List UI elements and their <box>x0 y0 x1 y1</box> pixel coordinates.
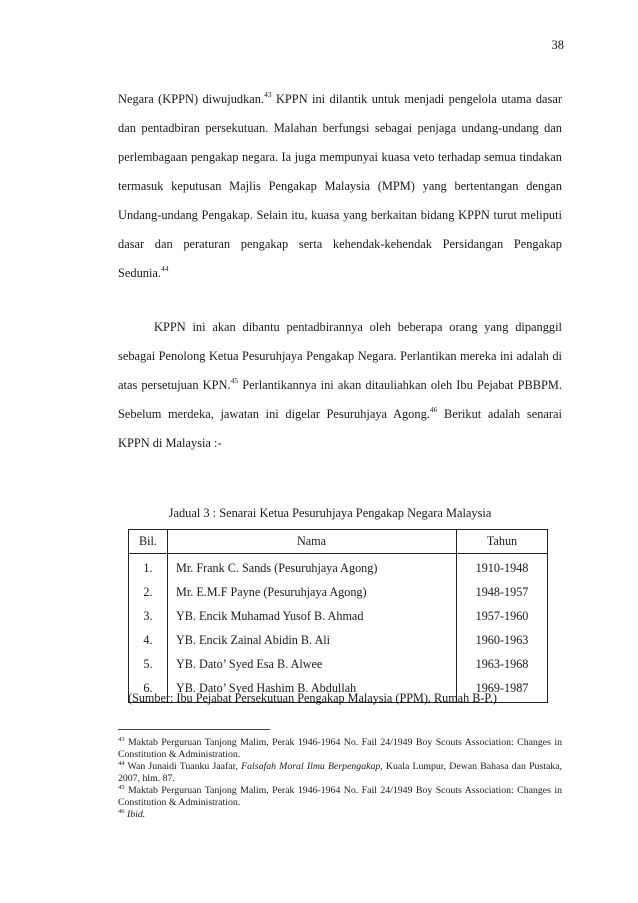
footnote-number: 43 <box>118 736 125 743</box>
cell-bil: 6. <box>129 676 168 703</box>
table-source: (Sumber: Ibu Pejabat Persekutuan Pengakap Malaysia (PPM), Rumah B-P.) <box>128 691 497 705</box>
footnote-ref: 44 <box>161 264 169 273</box>
cell-tahun: 1963-1968 <box>457 652 548 676</box>
footnote <box>118 785 562 809</box>
cell-tahun: 1960-1963 <box>457 628 548 652</box>
table-body <box>129 554 548 703</box>
paragraph <box>118 313 562 458</box>
table-row <box>129 580 548 604</box>
cell-nama: Mr. Frank C. Sands (Pesuruhjaya Agong) <box>168 554 457 581</box>
paragraph <box>118 85 562 288</box>
cell-bil: 4. <box>129 628 168 652</box>
cell-nama: YB. Encik Zainal Abidin B. Ali <box>168 628 457 652</box>
kppn-table <box>128 529 548 703</box>
table-header-row <box>129 530 548 554</box>
header-tahun: Tahun <box>457 530 548 554</box>
footnote-ref: 43 <box>264 90 272 99</box>
cell-nama: YB. Encik Muhamad Yusof B. Ahmad <box>168 604 457 628</box>
cell-nama: YB. Dato’ Syed Esa B. Alwee <box>168 652 457 676</box>
text-run: KPPN ini dilantik untuk menjadi pengelola utama dasar dan pentadbiran persekutuan. Malahan berfungsi sebagai penjaga undang-undang dan perlembagaan pengakap negara. Ia juga mempunyai kuasa veto terhadap semua tindakan termasuk keputusan Majlis Pengakap Malaysia (MPM) yang bertentangan dengan Undang-undang Pengakap. Selain itu, kuasa yang berkaitan bidang KPPN turut meliputi dasar dan peraturan pengakap serta kehendak-kehendak Persidangan Pengakap Sedunia. <box>118 92 562 280</box>
cell-bil: 1. <box>129 554 168 581</box>
text-run: Perlantikannya ini akan ditauliahkan oleh Ibu Pejabat PBBPM. Sebelum merdeka, jawatan ini digelar Pesuruhjaya Agong. <box>118 378 562 421</box>
text-run: KPPN ini akan dibantu pentadbirannya oleh beberapa orang yang dipanggil sebagai Penolong Ketua Pesuruhjaya Pengakap Negara. Perlantikan mereka ini adalah di atas persetujuan KPN. <box>118 320 562 392</box>
footnote-ref: 46 <box>429 405 438 414</box>
italic-text: Falsafah Moral Ilmu Berpengakap <box>241 761 381 772</box>
cell-nama: Mr. E.M.F Payne (Pesuruhjaya Agong) <box>168 580 457 604</box>
footnote-number: 45 <box>118 784 125 791</box>
footnote <box>118 737 562 761</box>
text-run: Maktab Perguruan Tanjong Malim, Perak 1946-1964 No. Fail 24/1949 Boy Scouts Association: Changes in Constitution & Administration. <box>118 785 562 808</box>
footnote-number: 46 <box>118 808 125 815</box>
cell-tahun: 1969-1987 <box>457 676 548 703</box>
header-nama: Nama <box>168 530 457 554</box>
text-run: Negara (KPPN) diwujudkan. <box>118 92 265 106</box>
text-run: Berikut adalah senarai KPPN di Malaysia :- <box>118 407 562 450</box>
footnotes <box>118 737 562 821</box>
cell-bil: 3. <box>129 604 168 628</box>
footnote-ref: 45 <box>230 376 239 385</box>
cell-bil: 5. <box>129 652 168 676</box>
table-row <box>129 628 548 652</box>
table-row <box>129 554 548 581</box>
italic-text: Ibid. <box>126 809 146 820</box>
cell-tahun: 1948-1957 <box>457 580 548 604</box>
footnote-number: 44 <box>118 760 125 767</box>
cell-nama: YB. Dato’ Syed Hashim B. Abdullah <box>168 676 457 703</box>
footnote <box>118 761 562 785</box>
page-number: 38 <box>551 38 564 52</box>
text-run: Maktab Perguruan Tanjong Malim, Perak 1946-1964 No. Fail 24/1949 Boy Scouts Association: Changes in Constitution & Administration. <box>118 737 562 760</box>
cell-tahun: 1957-1960 <box>457 604 548 628</box>
text-run: , Kuala Lumpur, Dewan Bahasa dan Pustaka, 2007, hlm. 87. <box>118 761 562 784</box>
footnote-divider <box>118 729 270 730</box>
header-bil: Bil. <box>129 530 168 554</box>
table-row <box>129 604 548 628</box>
footnote <box>118 809 562 821</box>
table-caption: Jadual 3 : Senarai Ketua Pesuruhjaya Pengakap Negara Malaysia <box>168 506 492 520</box>
text-run: Wan Junaidi Tuanku Jaafar, <box>124 761 242 772</box>
cell-tahun: 1910-1948 <box>457 554 548 581</box>
table-row <box>129 652 548 676</box>
cell-bil: 2. <box>129 580 168 604</box>
